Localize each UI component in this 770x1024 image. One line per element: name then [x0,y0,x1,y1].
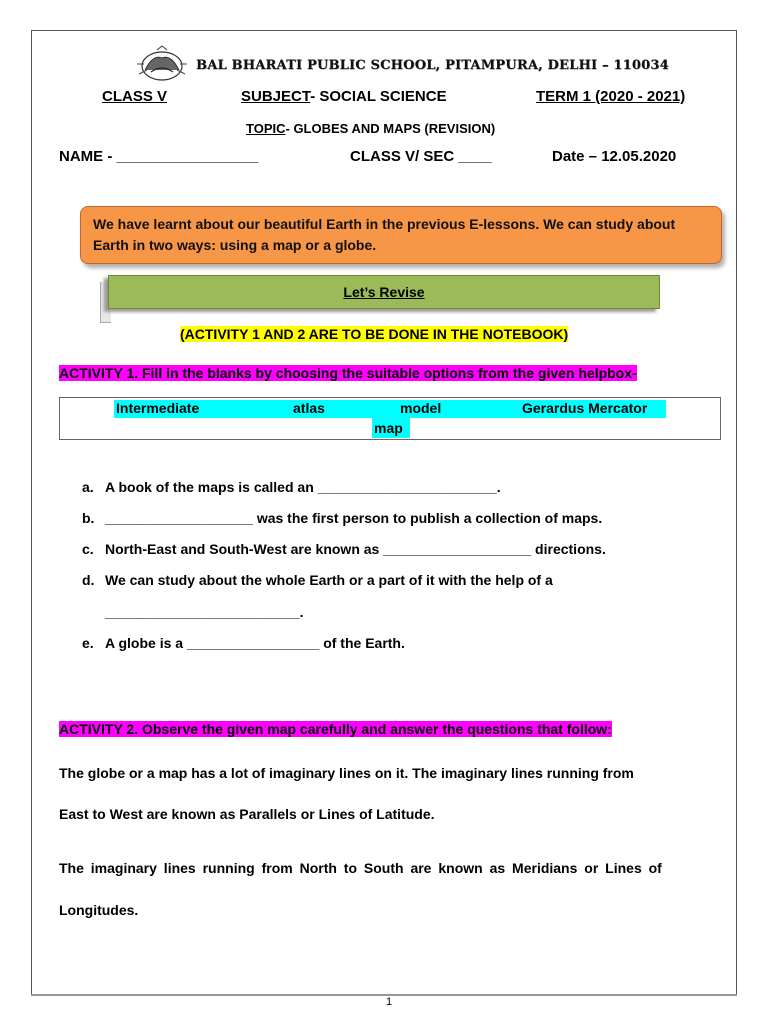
question-e [82,635,405,651]
question-d [82,572,553,588]
topic-key: TOPIC [246,121,286,136]
activity2-title-text: ACTIVITY 2. Observe the given map carefully and answer the questions that follow: [59,721,612,737]
subject-key: SUBJECT [241,88,311,105]
question-b [82,510,603,526]
date-field: Date – 12.05.2020 [552,148,677,165]
activity2-title [59,721,612,737]
school-name: BAL BHARATI PUBLIC SCHOOL, PITAMPURA, DELHI – 110034 [196,58,669,73]
question-label: b. [82,510,95,526]
lets-revise-banner [108,275,660,309]
question-a [82,479,501,495]
question-text: We can study about the whole Earth or a part of it with the help of a [105,572,553,588]
question-text: A book of the maps is called an _______________________. [105,479,501,495]
helpbox-word-atlas: atlas [293,400,325,416]
question-text: ___________________ was the first person to publish a collection of maps. [105,510,603,526]
class-sec-field: CLASS V/ SEC ____ [350,148,492,165]
intro-text: We have learnt about our beautiful Earth in the previous E-lessons. We can study about Earth in two ways: using a map or a globe. [93,216,676,253]
class-label [102,88,167,105]
paragraph-1-line-2: East to West are known as Parallels or Lines of Latitude. [59,806,435,822]
question-d-blank: _________________________. [105,604,304,620]
question-label: e. [82,635,94,651]
class-text: CLASS V [102,88,168,105]
question-label: c. [82,541,94,557]
subject-label [241,88,447,105]
paragraph-1-line-1: The globe or a map has a lot of imaginary lines on it. The imaginary lines running from [59,765,634,781]
activity1-title-text: ACTIVITY 1. Fill in the blanks by choosing the suitable options from the given helpbox- [59,365,637,381]
paragraph-2-line-1: The imaginary lines running from North to South are known as Meridians or Lines of [59,860,662,876]
paragraph-2-line-2: Longitudes. [59,902,139,918]
helpbox [59,397,721,440]
school-logo-icon [135,44,189,84]
question-text: A globe is a _________________ of the Earth. [105,635,405,651]
notebook-note-text: (ACTIVITY 1 AND 2 ARE TO BE DONE IN THE NOTEBOOK) [180,326,569,342]
topic-value: - GLOBES AND MAPS (REVISION) [285,121,496,136]
question-text: North-East and South-West are known as ___________________ directions. [105,541,606,557]
activity1-title [59,365,637,381]
notebook-note [180,326,568,342]
helpbox-word-intermediate: Intermediate [116,400,200,416]
page-number: 1 [386,996,393,1008]
topic-label [246,121,495,136]
question-c [82,541,606,557]
helpbox-word-model: model [400,400,442,416]
footer-divider [31,994,737,996]
helpbox-word-map: map [374,420,403,436]
question-label: d. [82,572,95,588]
lets-revise-text: Let’s Revise [343,284,425,300]
term-label: TERM 1 (2020 - 2021) [536,88,686,105]
intro-callout [80,206,722,264]
name-field: NAME - _________________ [59,148,259,165]
question-label: a. [82,479,94,495]
subject-value: - SOCIAL SCIENCE [310,88,447,105]
helpbox-word-mercator: Gerardus Mercator [522,400,648,416]
